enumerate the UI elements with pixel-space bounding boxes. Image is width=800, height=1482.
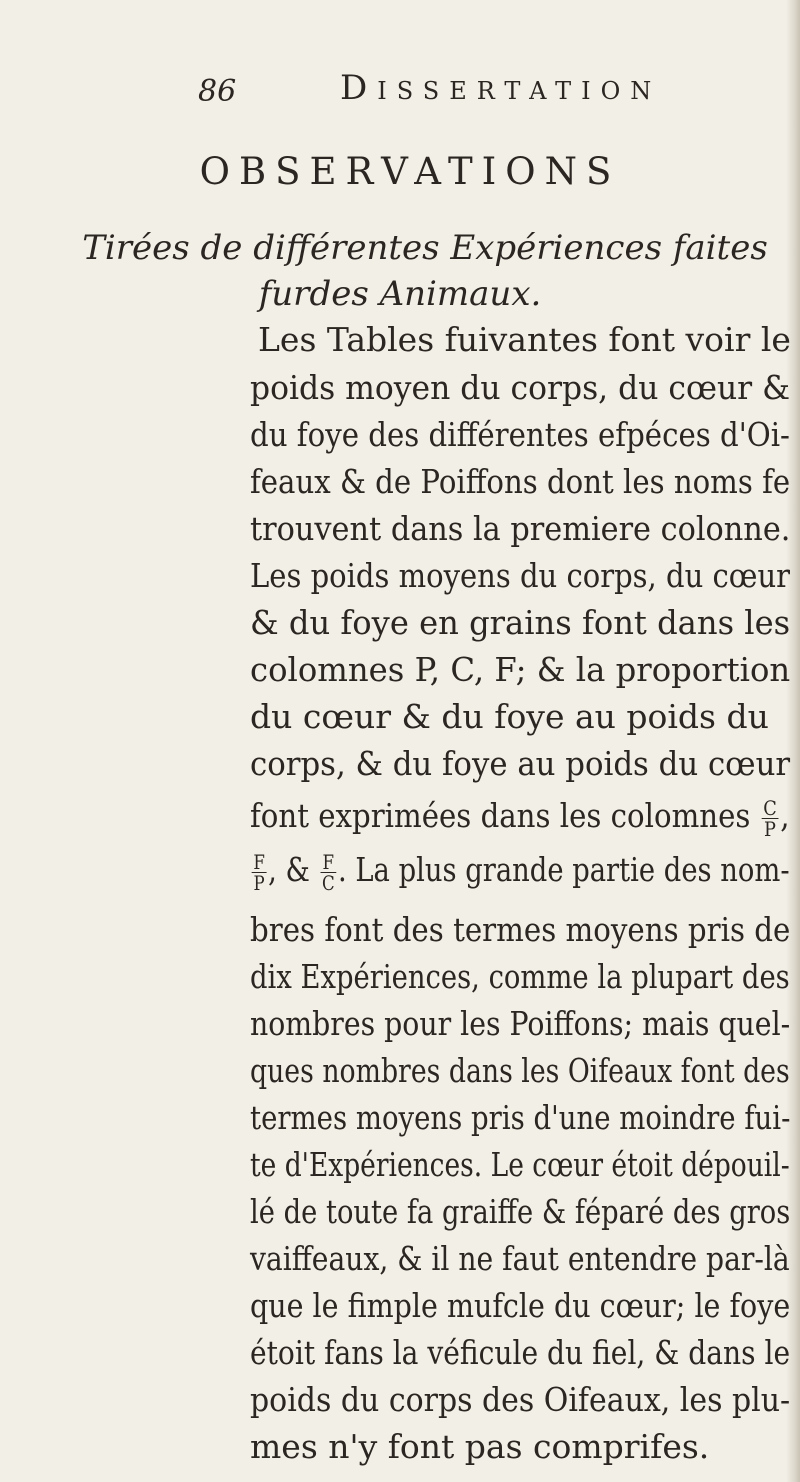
fraction-line-2 [250,850,790,893]
text-line: Les Tables fuivantes font voir le [258,320,791,359]
text-line: poids moyen du corps, du cœur & [250,368,791,407]
fraction-numerator: F [253,849,265,874]
running-title: Dissertation [340,68,662,108]
text-line: trouvent dans la premiere colonne. [250,509,791,548]
fraction-denominator: C [321,870,335,895]
fraction-c-over-p [761,795,778,841]
fraction-denominator: P [764,816,776,841]
fraction-denominator: P [253,870,265,895]
text-line: du cœur & du foye au poids du [250,697,769,736]
text-line: bres font des termes moyens pris de [250,910,791,949]
text-line: corps, & du foye au poids du cœur [250,744,791,783]
text-line: termes moyens pris d'une moindre fui- [250,1098,791,1137]
text-line: nombres pour les Poiffons; mais quel- [250,1004,791,1043]
subtitle-line-1: Tirées de différentes Expériences faites [82,228,768,268]
text-line: étoit fans la véficule du fiel, & dans le [250,1333,791,1372]
fraction-f-over-p [252,849,267,895]
fraction-numerator: C [763,795,777,820]
page-number: 86 [198,74,237,109]
text-line: dix Expériences, comme la plupart des [250,957,790,996]
text-line: colomnes P, C, F; & la proportion [250,650,791,689]
fraction-numerator: F [320,852,336,873]
fraction-f-over-c [320,849,336,895]
fraction-separator: , & [268,850,310,889]
text-line: te d'Expériences. Le cœur étoit dépouil- [250,1145,790,1184]
fraction-line-text: . La plus grande partie des nom- [337,850,790,889]
text-line: poids du corps des Oifeaux, les plu- [250,1380,791,1419]
fraction-line-1: font exprimées dans les colomnes $\frac{C}{P}$ , [250,795,790,841]
text-line: mes n'y font pas comprifes. [250,1427,710,1466]
text-line: feaux & de Poiffons dont les noms fe [250,462,791,501]
text-line: du foye des différentes efpéces d'Oi- [250,415,790,454]
section-title: OBSERVATIONS [199,150,621,193]
subtitle-line-2: furdes Animaux. [258,274,542,314]
text-line: Les poids moyens du corps, du cœur [250,556,791,595]
text-line: lé de toute fa graiffe & féparé des gros [250,1192,791,1231]
text-line: vaiffeaux, & il ne faut entendre par-là [250,1239,790,1278]
page-header [198,68,678,118]
text-line: ques nombres dans les Oifeaux font des [250,1051,790,1090]
text-line: & du foye en grains font dans les [250,603,791,642]
fraction-line-text: font exprimées dans les colomnes [250,796,751,835]
text-line: que le fimple mufcle du cœur; le foye [250,1286,791,1325]
